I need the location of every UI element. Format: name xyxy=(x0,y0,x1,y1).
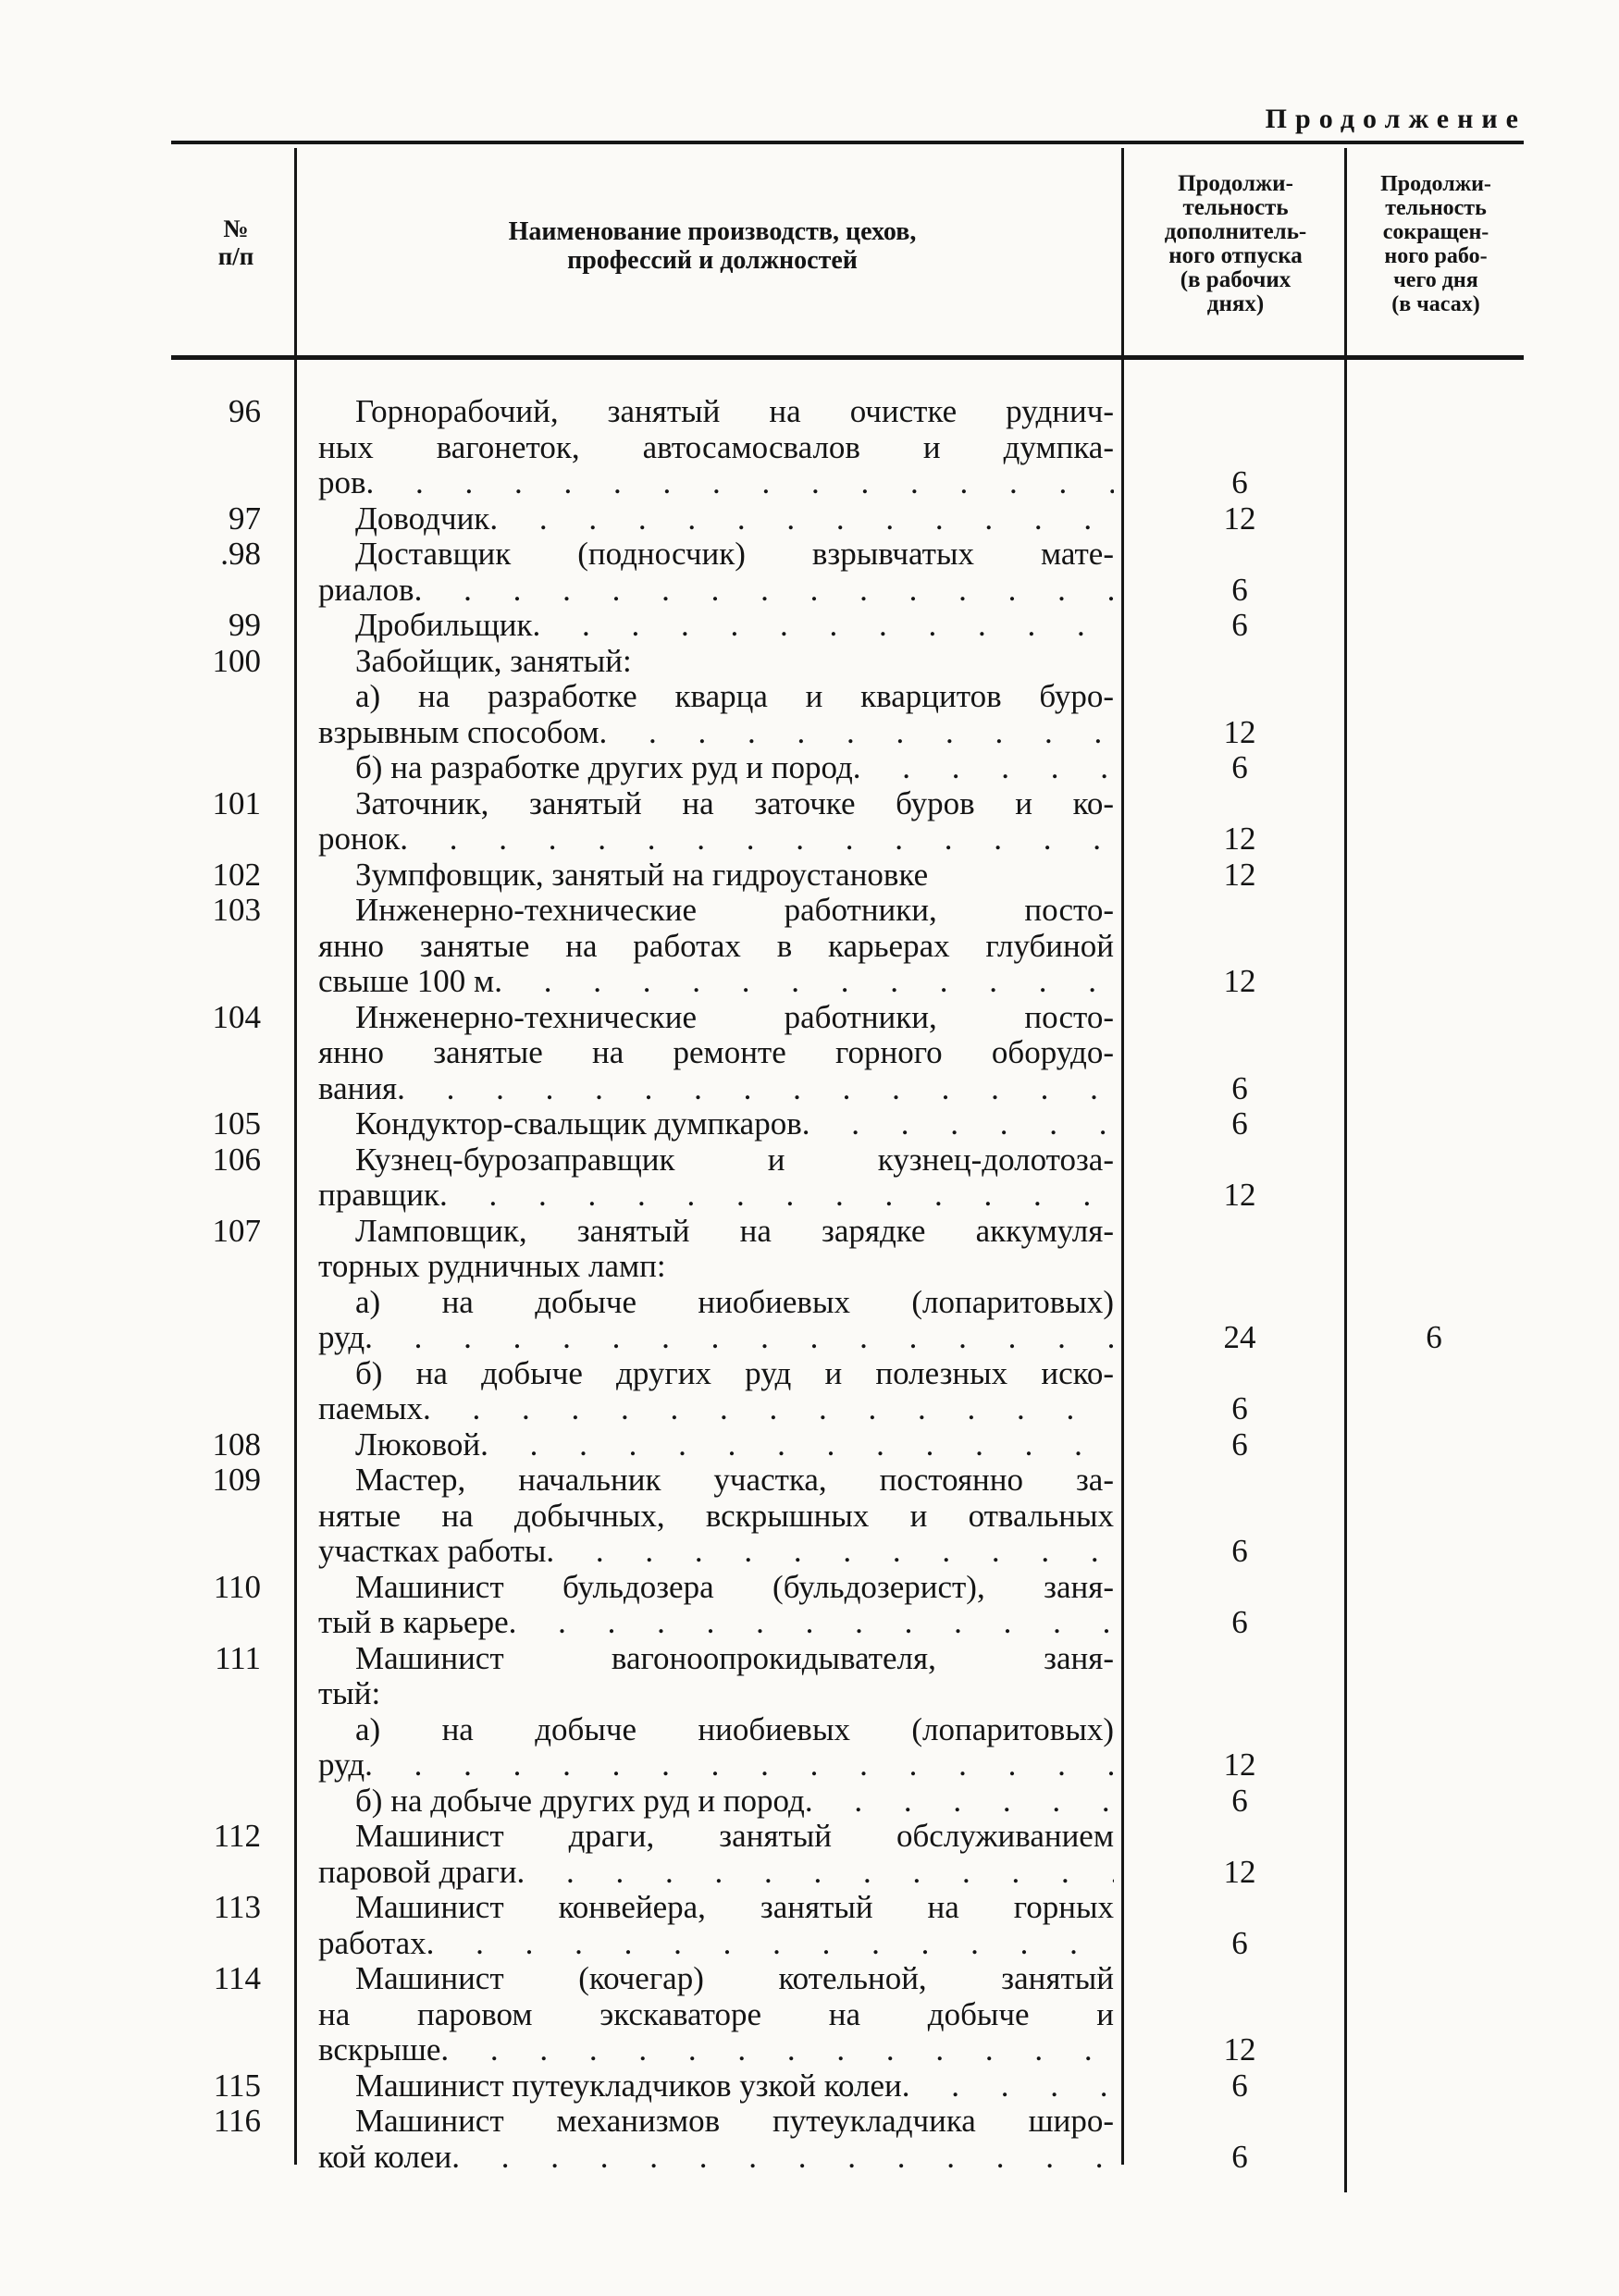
dot-leader xyxy=(365,1747,1114,1784)
row-number: 111 xyxy=(215,1639,261,1676)
row-text-label: Дробильщик xyxy=(355,607,533,643)
row-text: Машинист вагоноопрокидывателя, заня- xyxy=(355,1639,1114,1676)
row-text xyxy=(318,1390,1114,1427)
header-name: Наименование производств, цехов, профессий и должностей xyxy=(508,217,917,275)
dot-leader xyxy=(509,1604,1114,1641)
row-text xyxy=(318,1783,1114,1820)
row-text-label: риалов xyxy=(318,571,414,608)
vacation-days: 12 xyxy=(1223,1177,1256,1213)
vacation-days: 12 xyxy=(1223,500,1256,537)
row-text-label: правщик xyxy=(318,1177,439,1213)
row-text: торных рудничных ламп: xyxy=(318,1248,666,1284)
vacation-days: 6 xyxy=(1231,1426,1248,1463)
row-text xyxy=(318,1854,1114,1891)
row-number: 114 xyxy=(213,1960,261,1996)
dot-leader xyxy=(902,2068,1114,2105)
dot-leader xyxy=(439,1177,1114,1214)
vacation-days: 12 xyxy=(1223,713,1256,750)
row-text xyxy=(318,464,1114,501)
row-text-label: ров xyxy=(318,464,366,500)
row-text xyxy=(318,1925,1114,1962)
dot-leader xyxy=(494,963,1114,1000)
row-text: а) на добыче ниобиевых (лопаритовых) xyxy=(355,1710,1114,1747)
row-text xyxy=(318,1426,1114,1463)
dot-leader xyxy=(480,1426,1114,1463)
row-text-label: тый в карьере xyxy=(318,1604,509,1640)
row-text-label: вания xyxy=(318,1069,398,1106)
dot-leader xyxy=(489,500,1114,537)
row-number: 105 xyxy=(212,1105,261,1142)
dot-leader xyxy=(440,2031,1114,2068)
dot-leader xyxy=(397,1070,1114,1107)
dot-leader xyxy=(365,1319,1114,1356)
row-text xyxy=(318,500,1114,537)
dot-leader xyxy=(423,1390,1114,1427)
vacation-days: 6 xyxy=(1231,1533,1248,1569)
row-text xyxy=(318,2068,1114,2105)
vacation-days: 24 xyxy=(1223,1319,1256,1355)
row-text xyxy=(318,1533,1114,1570)
row-text-label: взрывным способом xyxy=(318,713,599,750)
row-text-label: вскрыше xyxy=(318,2031,441,2068)
vacation-days: 12 xyxy=(1223,856,1256,893)
row-text xyxy=(318,1105,1114,1142)
vacation-days: 6 xyxy=(1231,607,1248,643)
shortened-day-hours: 6 xyxy=(1426,1319,1442,1355)
row-text-label: участках работы xyxy=(318,1533,547,1569)
header-number: № п/п xyxy=(217,215,254,270)
row-text-label: Люковой xyxy=(355,1426,481,1463)
vacation-days: 6 xyxy=(1231,1069,1248,1106)
row-number: 107 xyxy=(212,1212,261,1249)
row-text: на паровом экскаваторе на добыче и xyxy=(318,1995,1114,2032)
dot-leader xyxy=(451,2139,1114,2176)
row-text: Инженерно-технические работники, посто- xyxy=(355,998,1114,1035)
row-text xyxy=(318,1747,1114,1784)
row-text: Инженерно-технические работники, посто- xyxy=(355,892,1114,928)
header-bottom-rule xyxy=(171,355,1524,360)
row-text-label: паемых xyxy=(318,1390,423,1426)
row-number: 102 xyxy=(212,856,261,893)
vacation-days: 6 xyxy=(1231,2138,1248,2175)
table-top-rule xyxy=(171,141,1524,144)
row-text xyxy=(318,1177,1114,1214)
row-text-label: работах xyxy=(318,1924,426,1961)
row-number: 113 xyxy=(213,1889,261,1925)
vacation-days: 6 xyxy=(1231,1105,1248,1142)
row-text xyxy=(318,2031,1114,2068)
row-text xyxy=(318,714,1114,751)
vacation-days: 6 xyxy=(1231,464,1248,500)
row-text: нятые на добычных, вскрышных и отвальных xyxy=(318,1497,1114,1534)
row-text: а) на разработке кварца и кварцитов буро- xyxy=(355,678,1114,714)
vacation-days: 6 xyxy=(1231,749,1248,785)
row-text xyxy=(318,821,1114,858)
row-text-label: Кондуктор-свальщик думпкаров xyxy=(355,1105,802,1142)
continuation-label: Продолжение xyxy=(1265,104,1526,134)
row-text: а) на добыче ниобиевых (лопаритовых) xyxy=(355,1283,1114,1320)
row-text xyxy=(318,1070,1114,1107)
row-number: 101 xyxy=(212,784,261,821)
dot-leader xyxy=(533,607,1114,644)
vacation-days: 12 xyxy=(1223,1747,1256,1783)
header-vacation: Продолжи- тельность дополнитель- ного отпуска (в рабочих днях) xyxy=(1164,171,1307,316)
row-text xyxy=(318,572,1114,609)
vacation-days: 6 xyxy=(1231,1782,1248,1819)
row-text-label: руд xyxy=(318,1319,365,1355)
row-number: 112 xyxy=(213,1818,261,1854)
row-text: янно занятые на работах в карьерах глубиной xyxy=(318,927,1114,964)
row-text: Горнорабочий, занятый на очистке руднич- xyxy=(355,393,1114,429)
row-number: 96 xyxy=(229,393,261,429)
dot-leader xyxy=(414,572,1114,609)
row-text: Машинист (кочегар) котельной, занятый xyxy=(355,1960,1114,1996)
row-text: Заточник, занятый на заточке буров и ко- xyxy=(355,784,1114,821)
dot-leader xyxy=(366,464,1114,501)
row-text xyxy=(318,607,1114,644)
row-text xyxy=(318,2139,1114,2176)
row-number: 103 xyxy=(212,892,261,928)
dot-leader xyxy=(853,749,1114,786)
row-text-label: Машинист путеукладчиков узкой колеи xyxy=(355,2067,902,2104)
dot-leader xyxy=(426,1925,1114,1962)
row-text: б) на добыче других руд и полезных иско- xyxy=(355,1354,1114,1391)
row-number: 100 xyxy=(212,642,261,679)
row-text: Кузнец-бурозаправщик и кузнец-долотоза- xyxy=(355,1141,1114,1178)
vacation-days: 6 xyxy=(1231,1390,1248,1426)
row-number: 109 xyxy=(212,1462,261,1498)
row-text: Ламповщик, занятый на зарядке аккумуля- xyxy=(355,1212,1114,1249)
dot-leader xyxy=(516,1854,1114,1891)
vacation-days: 6 xyxy=(1231,1604,1248,1640)
row-text: Машинист конвейера, занятый на горных xyxy=(355,1889,1114,1925)
row-number: 116 xyxy=(213,2103,261,2139)
row-text xyxy=(318,1319,1114,1356)
row-text: тый: xyxy=(318,1675,381,1711)
row-text xyxy=(318,749,1114,786)
row-text xyxy=(318,963,1114,1000)
row-number: .98 xyxy=(220,536,261,572)
row-number: 99 xyxy=(229,607,261,643)
row-text-label: свыше 100 м xyxy=(318,963,495,999)
row-text: Доставщик (подносчик) взрывчатых мате- xyxy=(355,536,1114,572)
row-number: 97 xyxy=(229,500,261,537)
row-text xyxy=(318,1604,1114,1641)
row-text-label: паровой драги xyxy=(318,1853,517,1890)
row-number: 110 xyxy=(213,1568,261,1605)
header-shortened-day: Продолжи- тельность сокращен- ного рабо- чего дня (в часах) xyxy=(1380,172,1491,316)
row-text: Мастер, начальник участка, постоянно за- xyxy=(355,1462,1114,1498)
row-text: Забойщик, занятый: xyxy=(355,642,632,679)
vacation-days: 12 xyxy=(1223,2031,1256,2068)
dot-leader xyxy=(805,1783,1114,1820)
dot-leader xyxy=(546,1533,1114,1570)
row-text: Зумпфовщик, занятый на гидроустановке xyxy=(355,856,929,893)
row-text-label: руд xyxy=(318,1747,365,1783)
row-text-label: кой колеи xyxy=(318,2138,452,2175)
vacation-days: 12 xyxy=(1223,821,1256,857)
row-number: 104 xyxy=(212,998,261,1035)
row-text: ных вагонеток, автосамосвалов и думпка- xyxy=(318,428,1114,465)
dot-leader xyxy=(802,1105,1114,1142)
row-number: 108 xyxy=(212,1426,261,1463)
column-divider-2 xyxy=(1121,148,1124,2165)
vacation-days: 12 xyxy=(1223,963,1256,999)
row-text-label: б) на добыче других руд и пород xyxy=(355,1782,805,1819)
dot-leader xyxy=(400,821,1114,858)
vacation-days: 6 xyxy=(1231,2067,1248,2104)
column-divider-1 xyxy=(294,148,297,2165)
row-text: янно занятые на ремонте горного оборудо- xyxy=(318,1034,1114,1070)
vacation-days: 6 xyxy=(1231,1924,1248,1961)
row-text-label: ронок xyxy=(318,821,401,857)
row-text: Машинист бульдозера (бульдозерист), заня- xyxy=(355,1568,1114,1605)
row-number: 106 xyxy=(212,1141,261,1178)
row-text: Машинист драги, занятый обслуживанием xyxy=(355,1818,1114,1854)
row-text: Машинист механизмов путеукладчика широ- xyxy=(355,2103,1114,2139)
vacation-days: 12 xyxy=(1223,1853,1256,1890)
vacation-days: 6 xyxy=(1231,571,1248,608)
row-text-label: б) на разработке других руд и пород xyxy=(355,749,853,785)
row-text-label: Доводчик xyxy=(355,500,490,537)
row-number: 115 xyxy=(213,2067,261,2104)
dot-leader xyxy=(599,714,1115,751)
